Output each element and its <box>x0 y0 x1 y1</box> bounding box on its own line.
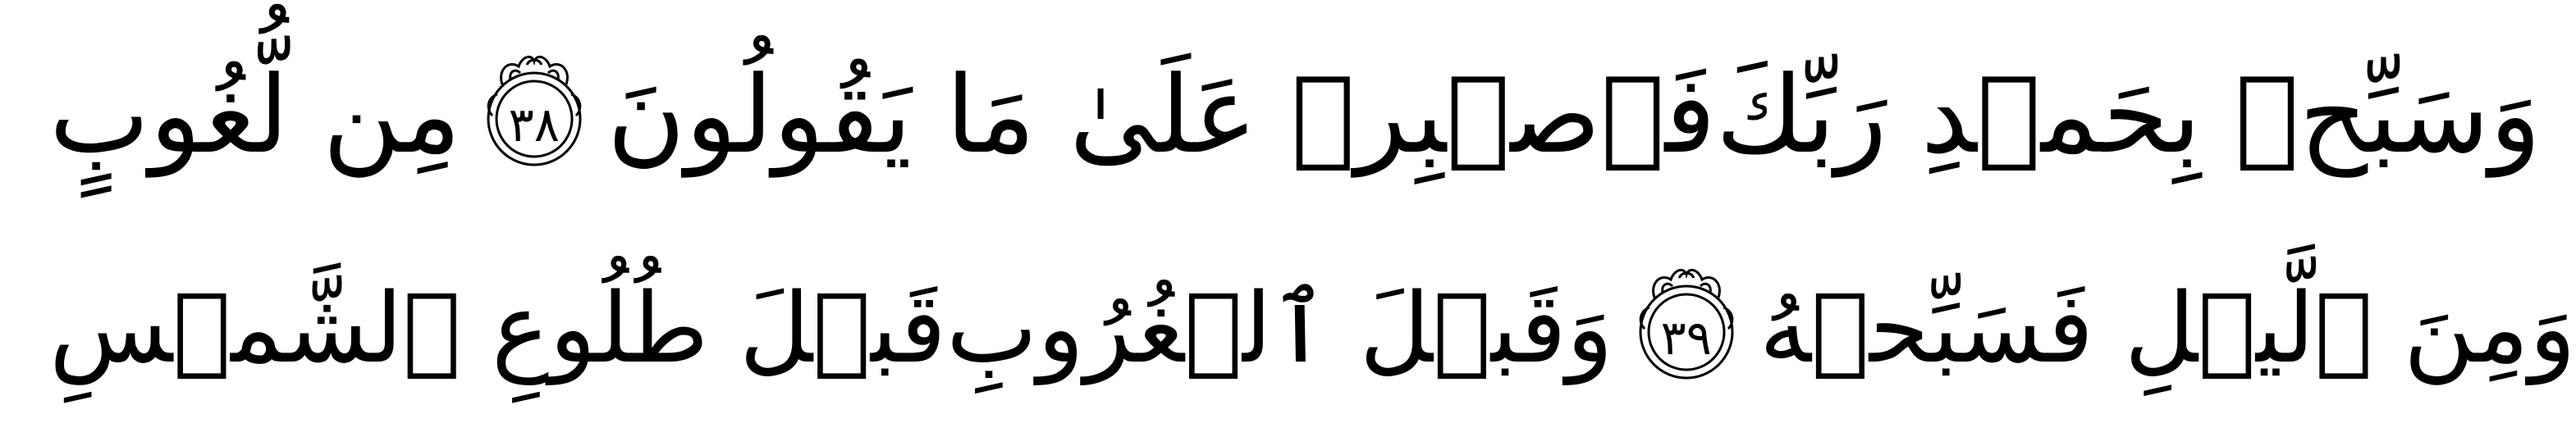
line-2-right-text: وَمِنَ ٱلَّيۡلِ فَسَبِّحۡهُ <box>1759 271 2576 385</box>
line-1-left-text: مِن لُّغُوبٍ <box>49 52 461 177</box>
ayah-number: ٣٨ <box>508 97 560 152</box>
verse-line-1 <box>49 25 2542 205</box>
line-1-middle-text: فَٱصۡبِرۡ عَلَىٰ مَا يَقُولُونَ <box>606 52 1716 177</box>
line-2-left-text: قَبۡلَ طُلُوعِ ٱلشَّمۡسِ <box>49 271 947 385</box>
ayah-end-marker-39 <box>1625 250 1748 406</box>
ayah-end-marker-38 <box>473 37 596 193</box>
line-2-middle-text: وَقَبۡلَ ٱلۡغُرُوبِ <box>946 271 1613 385</box>
ayah-number: ٣٩ <box>1660 310 1712 366</box>
verse-line-2 <box>49 238 2576 418</box>
line-1-right-text: وَسَبِّحۡ بِحَمۡدِ رَبِّكَ <box>1715 52 2542 177</box>
